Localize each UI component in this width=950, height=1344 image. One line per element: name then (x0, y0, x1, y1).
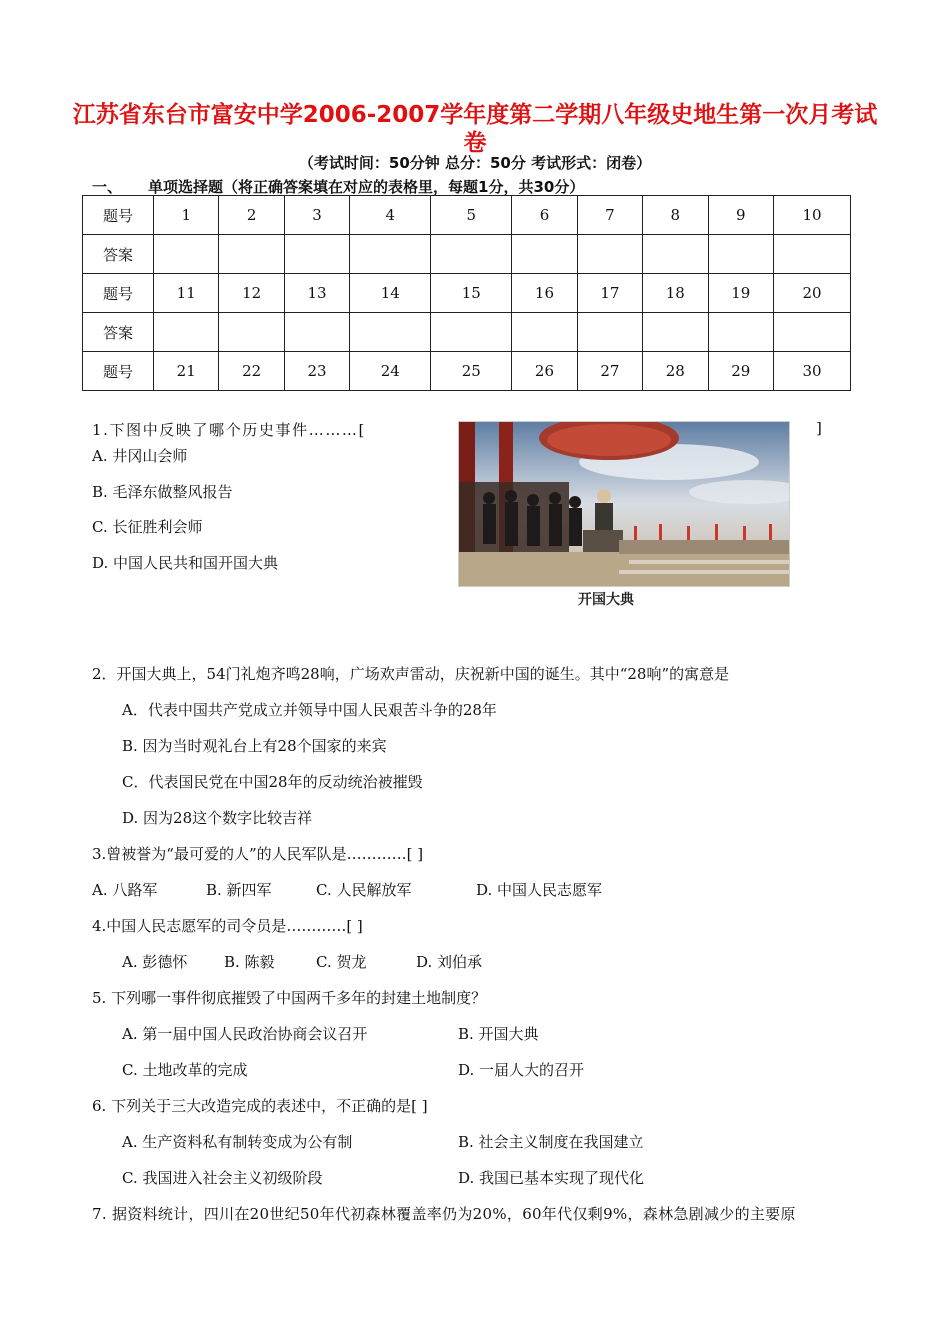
question-number-cell: 19 (708, 274, 773, 313)
question-5-option-c[interactable]: C. 土地改革的完成 (122, 1061, 248, 1079)
question-2-option-b[interactable]: B. 因为当时观礼台上有28个国家的来宾 (122, 737, 387, 755)
answer-cell[interactable] (643, 313, 708, 352)
answer-cell[interactable] (154, 313, 219, 352)
question-number-cell: 15 (431, 274, 512, 313)
answer-cell[interactable] (219, 235, 284, 274)
answer-cell[interactable] (431, 235, 512, 274)
question-4-stem: 4.中国人民志愿军的司令员是…………[ ] (92, 917, 363, 935)
question-number-cell: 12 (219, 274, 284, 313)
question-number-cell: 3 (284, 196, 349, 235)
question-6-option-c[interactable]: C. 我国进入社会主义初级阶段 (122, 1169, 323, 1187)
founding-ceremony-painting (458, 421, 790, 587)
question-number-cell: 8 (643, 196, 708, 235)
question-number-cell: 13 (284, 274, 349, 313)
question-6-option-d[interactable]: D. 我国已基本实现了现代化 (458, 1169, 645, 1187)
question-number-label: 题号 (83, 274, 154, 313)
answer-cell[interactable] (774, 235, 851, 274)
question-1-stem: 1.下图中反映了哪个历史事件………[ (92, 421, 366, 439)
question-number-cell: 5 (431, 196, 512, 235)
question-7-stem: 7. 据资料统计，四川在20世纪50年代初森林覆盖率仍为20%，60年代仅剩9%，森林急剧减少的主要原 (92, 1205, 796, 1223)
question-number-cell: 6 (512, 196, 577, 235)
question-number-cell: 2 (219, 196, 284, 235)
question-5-option-b[interactable]: B. 开国大典 (458, 1025, 539, 1043)
table-row (83, 235, 851, 274)
question-number-cell: 27 (577, 352, 642, 391)
question-number-cell: 28 (643, 352, 708, 391)
table-row (83, 274, 851, 313)
answer-cell[interactable] (577, 235, 642, 274)
question-3-option-d[interactable]: D. 中国人民志愿军 (476, 881, 603, 899)
question-2-option-c[interactable]: C．代表国民党在中国28年的反动统治被摧毁 (122, 773, 423, 791)
answer-cell[interactable] (154, 235, 219, 274)
question-number-cell: 9 (708, 196, 773, 235)
section-text: 单项选择题（将正确答案填在对应的表格里，每题1分，共30分） (148, 178, 585, 196)
answer-cell[interactable] (708, 313, 773, 352)
question-5-option-d[interactable]: D. 一届人大的召开 (458, 1061, 585, 1079)
question-number-cell: 25 (431, 352, 512, 391)
question-number-cell: 30 (774, 352, 851, 391)
answer-cell[interactable] (431, 313, 512, 352)
question-4-option-b[interactable]: B. 陈毅 (224, 953, 275, 971)
answer-cell[interactable] (774, 313, 851, 352)
question-number-cell: 1 (154, 196, 219, 235)
question-number-cell: 7 (577, 196, 642, 235)
question-3-option-c[interactable]: C. 人民解放军 (316, 881, 412, 899)
question-1-option-d[interactable]: D. 中国人民共和国开国大典 (92, 554, 279, 572)
table-row (83, 313, 851, 352)
question-number-label: 题号 (83, 196, 154, 235)
answer-cell[interactable] (577, 313, 642, 352)
question-number-label: 题号 (83, 352, 154, 391)
answer-cell[interactable] (512, 235, 577, 274)
question-6-option-a[interactable]: A. 生产资料私有制转变成为公有制 (122, 1133, 353, 1151)
answer-cell[interactable] (708, 235, 773, 274)
question-3-option-a[interactable]: A. 八路军 (92, 881, 158, 899)
question-number-cell: 26 (512, 352, 577, 391)
answer-cell[interactable] (219, 313, 284, 352)
question-6-stem: 6. 下列关于三大改造完成的表述中，不正确的是[ ] (92, 1097, 428, 1115)
answer-cell[interactable] (350, 235, 431, 274)
question-number-cell: 16 (512, 274, 577, 313)
section-heading (92, 176, 584, 197)
question-1-option-c[interactable]: C. 长征胜利会师 (92, 518, 203, 536)
question-number-cell: 17 (577, 274, 642, 313)
question-4-option-a[interactable]: A. 彭德怀 (122, 953, 188, 971)
question-number-cell: 22 (219, 352, 284, 391)
question-number-cell: 4 (350, 196, 431, 235)
question-4-option-c[interactable]: C. 贺龙 (316, 953, 367, 971)
answer-table (82, 195, 851, 391)
question-5-stem: 5. 下列哪一事件彻底摧毁了中国两千多年的封建土地制度？ (92, 989, 487, 1007)
question-4-option-d[interactable]: D. 刘伯承 (416, 953, 483, 971)
answer-cell[interactable] (512, 313, 577, 352)
question-number-cell: 11 (154, 274, 219, 313)
question-3-option-b[interactable]: B. 新四军 (206, 881, 272, 899)
question-number-cell: 21 (154, 352, 219, 391)
exam-title-line2: 卷 (463, 130, 487, 156)
question-number-cell: 10 (774, 196, 851, 235)
answer-cell[interactable] (643, 235, 708, 274)
section-number: 一、 (92, 178, 123, 196)
question-number-cell: 20 (774, 274, 851, 313)
question-number-cell: 24 (350, 352, 431, 391)
table-row (83, 352, 851, 391)
answer-cell[interactable] (284, 313, 349, 352)
question-number-cell: 18 (643, 274, 708, 313)
answer-cell[interactable] (284, 235, 349, 274)
answer-label: 答案 (83, 235, 154, 274)
question-2-stem: 2．开国大典上，54门礼炮齐鸣28响，广场欢声雷动，庆祝新中国的诞生。其中“28响”的寓意是 (92, 665, 730, 683)
exam-title-line1: 江苏省东台市富安中学2006-2007学年度第二学期八年级史地生第一次月考试 (72, 102, 878, 128)
question-2-option-a[interactable]: A．代表中国共产党成立并领导中国人民艰苦斗争的28年 (122, 701, 497, 719)
image-caption: 开国大典 (578, 592, 634, 608)
question-number-cell: 29 (708, 352, 773, 391)
question-5-option-a[interactable]: A. 第一届中国人民政治协商会议召开 (122, 1025, 368, 1043)
question-1-option-a[interactable]: A. 井冈山会师 (92, 447, 188, 465)
painting-illustration (459, 422, 789, 586)
answer-cell[interactable] (350, 313, 431, 352)
question-1-answer-bracket: ] (816, 419, 822, 437)
question-number-cell: 23 (284, 352, 349, 391)
exam-subtitle: （考试时间：50分钟 总分：50分 考试形式：闭卷） (298, 154, 652, 172)
answer-label: 答案 (83, 313, 154, 352)
table-row (83, 196, 851, 235)
question-2-option-d[interactable]: D. 因为28这个数字比较吉祥 (122, 809, 313, 827)
question-6-option-b[interactable]: B. 社会主义制度在我国建立 (458, 1133, 644, 1151)
question-3-stem: 3.曾被誉为“最可爱的人”的人民军队是…………[ ] (92, 845, 424, 863)
question-1-option-b[interactable]: B. 毛泽东做整风报告 (92, 483, 233, 501)
question-number-cell: 14 (350, 274, 431, 313)
